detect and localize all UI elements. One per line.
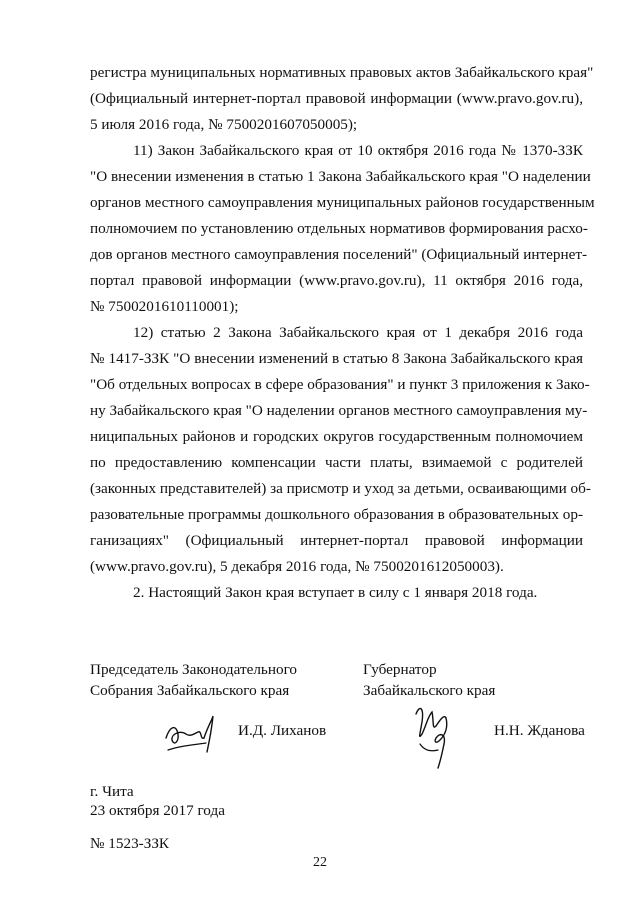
text-line: разовательные программы дошкольного образования в образовательных ор- bbox=[90, 506, 583, 523]
chair-name: И.Д. Лиханов bbox=[238, 722, 327, 739]
text-line: портал правовой информации (www.pravo.gov.ru), 11 октября 2016 года, bbox=[90, 272, 583, 289]
chair-title: Председатель Законодательного bbox=[90, 661, 298, 678]
text-line: "Об отдельных вопросах в сфере образования" и пункт 3 приложения к Зако- bbox=[90, 376, 590, 393]
text-line: "О внесении изменения в статью 1 Закона Забайкальского края "О наделении bbox=[90, 168, 591, 185]
governor-title: Губернатор bbox=[363, 661, 437, 678]
signing-date: 23 октября 2017 года bbox=[90, 802, 225, 819]
text-line: ну Забайкальского края "О наделении органов местного самоуправления му- bbox=[90, 402, 588, 419]
text-line: № 7500201610110001); bbox=[90, 298, 239, 315]
text-line: регистра муниципальных нормативных правовых актов Забайкальского края" bbox=[90, 64, 594, 81]
text-line: (законных представителей) за присмотр и уход за детьми, осваивающими об- bbox=[90, 480, 591, 497]
text-line: по предоставлению компенсации части платы, взимаемой с родителей bbox=[90, 454, 583, 471]
text-line: полномочием по установлению отдельных нормативов формирования расхо- bbox=[90, 220, 588, 237]
text-line: (www.pravo.gov.ru), 5 декабря 2016 года, № 7500201612050003). bbox=[90, 558, 504, 575]
text-line: 2. Настоящий Закон края вступает в силу с 1 января 2018 года. bbox=[133, 584, 538, 601]
text-line: № 1417-ЗЗК "О внесении изменений в статью 8 Закона Забайкальского края bbox=[90, 350, 583, 367]
text-line: 12) статью 2 Закона Забайкальского края от 1 декабря 2016 года bbox=[133, 324, 583, 341]
governor-title: Забайкальского края bbox=[363, 682, 496, 699]
governor-name: Н.Н. Жданова bbox=[494, 722, 585, 739]
text-line: ганизациях" (Официальный интернет-портал правовой информации bbox=[90, 532, 583, 549]
text-line: (Официальный интернет-портал правовой информации (www.pravo.gov.ru), bbox=[90, 90, 583, 107]
chair-title: Собрания Забайкальского края bbox=[90, 682, 290, 699]
text-line: органов местного самоуправления муниципальных районов государственным bbox=[90, 194, 595, 211]
law-number: № 1523-ЗЗК bbox=[90, 835, 170, 852]
text-line: 11) Закон Забайкальского края от 10 октября 2016 года № 1370-ЗЗК bbox=[133, 142, 583, 159]
text-line: ниципальных районов и городских округов государственным полномочием bbox=[90, 428, 583, 445]
text-line: дов органов местного самоуправления поселений" (Официальный интернет- bbox=[90, 246, 588, 263]
text-line: 5 июля 2016 года, № 7500201607050005); bbox=[90, 116, 358, 133]
city: г. Чита bbox=[90, 783, 134, 800]
governor-signature bbox=[410, 700, 458, 770]
page-number: 22 bbox=[313, 855, 327, 870]
chair-signature bbox=[160, 712, 222, 756]
